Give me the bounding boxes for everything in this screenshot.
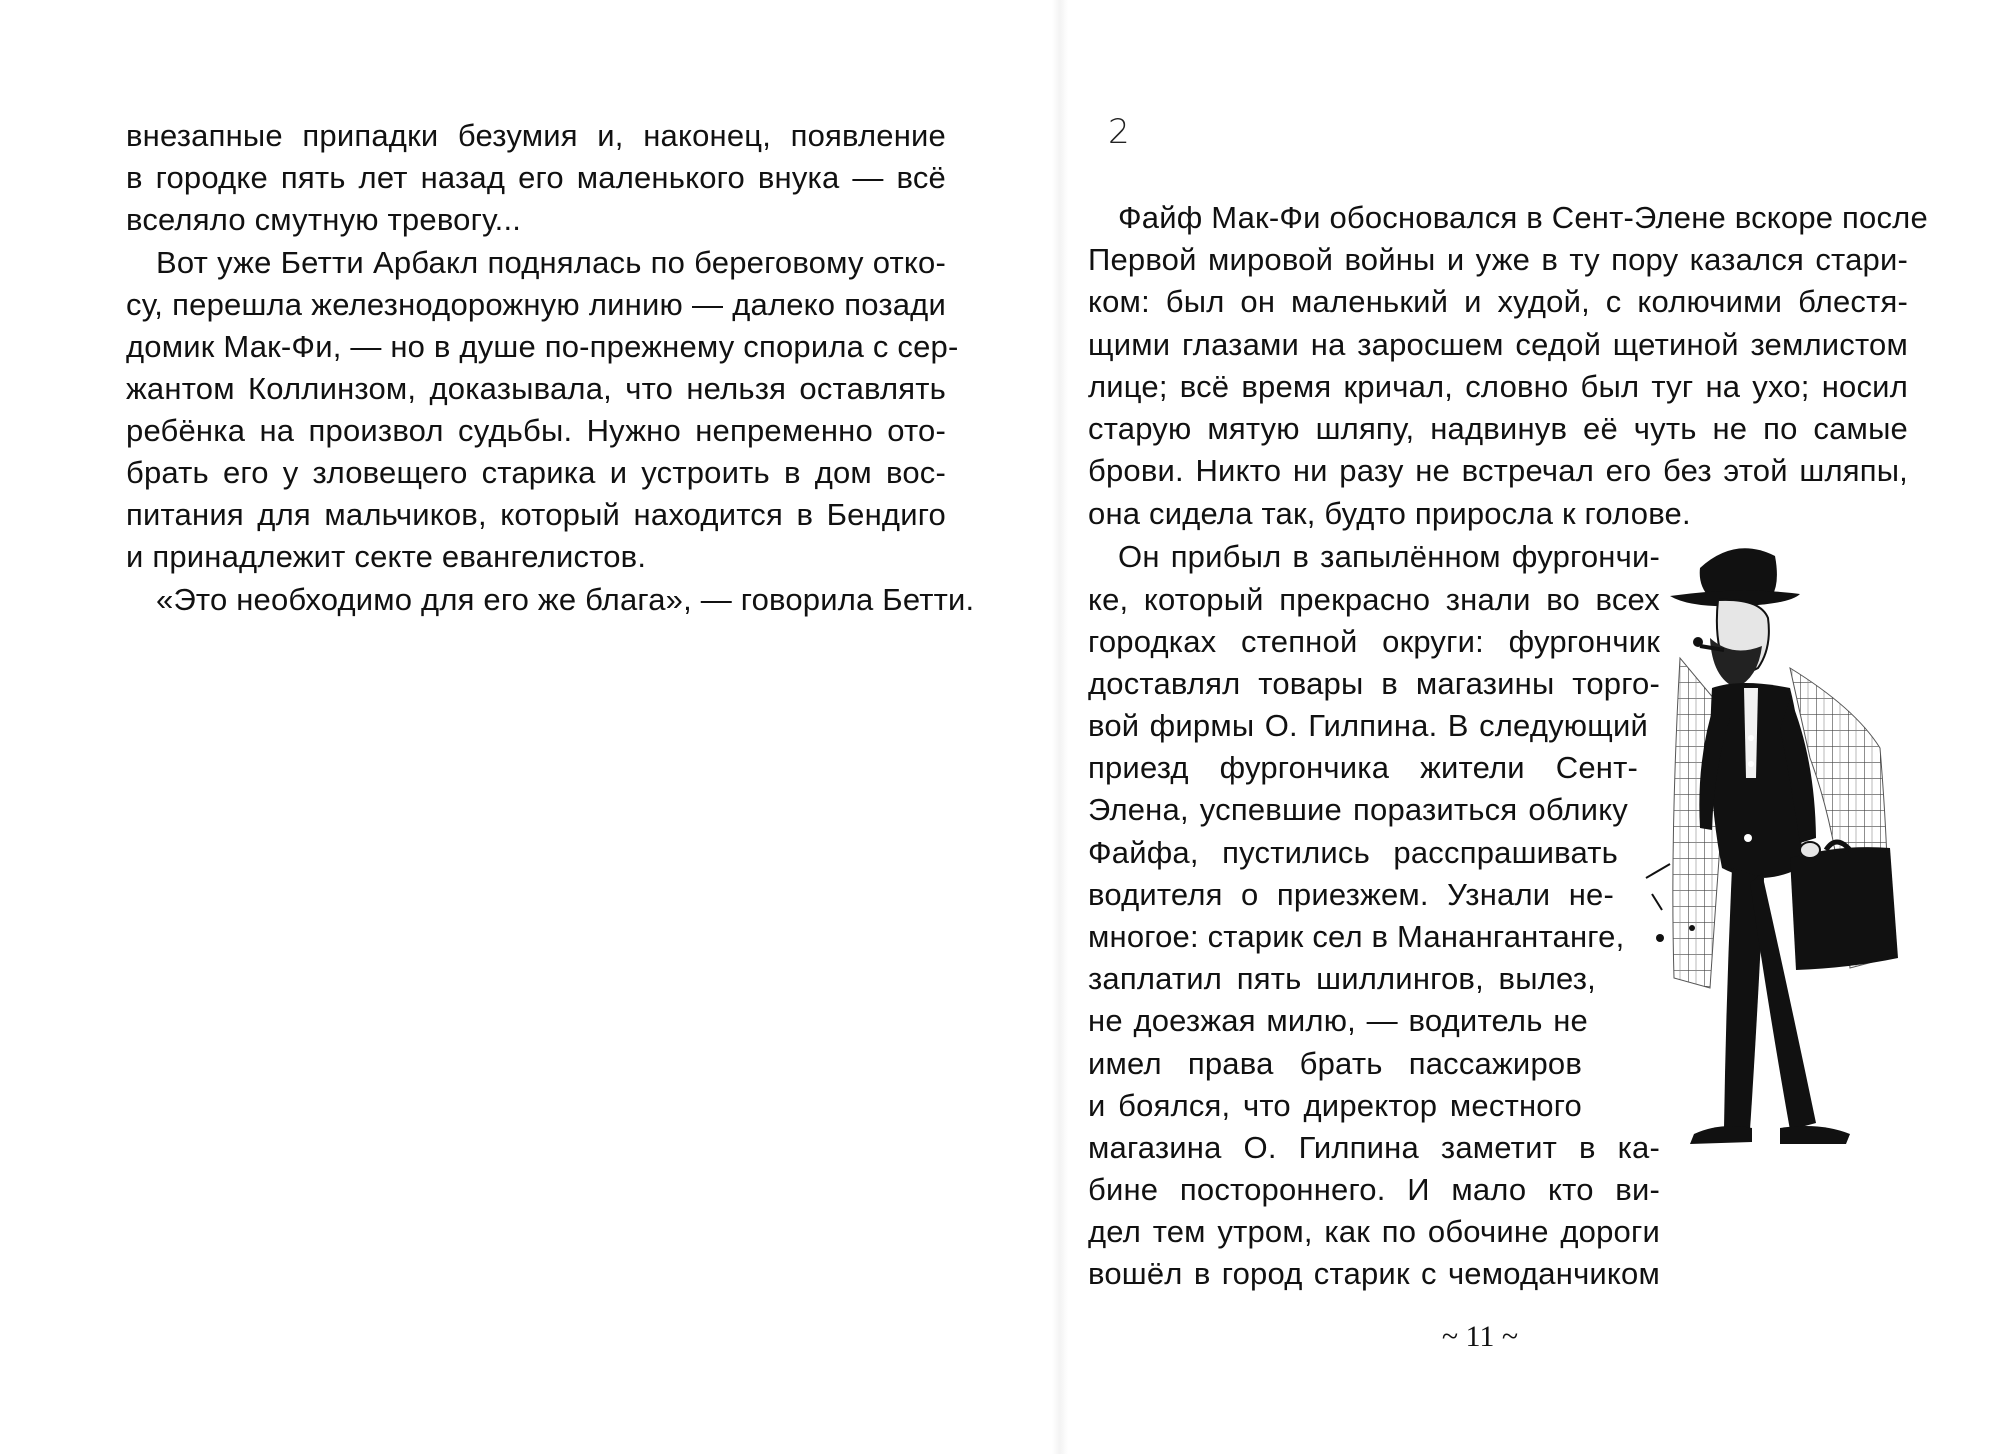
text-line: многое: старик сел в Манангантанге, xyxy=(1088,919,1625,954)
text-line: она сидела так, будто приросла к голове. xyxy=(1088,496,1691,531)
paragraph-start-line: «Это необходимо для его же блага», — говорила Бетти. xyxy=(156,582,975,617)
text-line: Файфа, пустились расспрашивать xyxy=(1088,835,1618,870)
chapter-number: 2 xyxy=(1108,112,1130,152)
text-line: брови. Никто ни разу не встречал его без этой шляпы, xyxy=(1088,453,1908,488)
text-line: имел права брать пассажиров xyxy=(1088,1046,1582,1081)
text-line: жантом Коллинзом, доказывала, что нельзя оставлять xyxy=(126,371,946,406)
text-line: вселяло смутную тревогу... xyxy=(126,202,522,237)
old-man-illustration xyxy=(1640,538,1910,1198)
text-line: су, перешла железнодорожную линию — далеко позади xyxy=(126,287,946,322)
text-line: ребёнка на произвол судьбы. Нужно непременно ото- xyxy=(126,413,946,448)
paragraph-start-line: Он прибыл в запылённом фургончи- xyxy=(1118,539,1660,574)
paragraph-start-line: Вот уже Бетти Арбакл поднялась по береговому отко- xyxy=(156,245,946,280)
page-gutter xyxy=(1052,0,1068,1454)
text-line: городках степной округи: фургончик xyxy=(1088,624,1660,659)
text-line: внезапные припадки безумия и, наконец, появление xyxy=(126,118,946,153)
text-line: дел тем утром, как по обочине дороги xyxy=(1088,1214,1660,1249)
text-line: вой фирмы О. Гилпина. В следующий xyxy=(1088,708,1648,743)
text-line: домик Мак-Фи, — но в душе по-прежнему спорила с сер- xyxy=(126,329,959,364)
text-line: бине постороннего. И мало кто ви- xyxy=(1088,1172,1660,1207)
text-line: питания для мальчиков, который находится в Бендиго xyxy=(126,497,946,532)
text-line: магазина О. Гилпина заметит в ка- xyxy=(1088,1130,1660,1165)
text-line: лице; всё время кричал, словно был туг на ухо; носил xyxy=(1088,369,1908,404)
paragraph-start-line: Файф Мак-Фи обосновался в Сент-Элене вскоре после xyxy=(1118,200,1928,235)
text-line: водителя о приезжем. Узнали не- xyxy=(1088,877,1614,912)
text-line: старую мятую шляпу, надвинув её чуть не по самые xyxy=(1088,411,1908,446)
text-line: ком: был он маленький и худой, с колючими блестя- xyxy=(1088,284,1908,319)
page-number: ~ 11 ~ xyxy=(1441,1320,1519,1353)
text-line: и принадлежит секте евангелистов. xyxy=(126,539,647,574)
text-line: Первой мировой войны и уже в ту пору казался стари- xyxy=(1088,242,1908,277)
text-line: вошёл в город старик с чемоданчиком xyxy=(1088,1256,1660,1291)
text-line: не доезжая милю, — водитель не xyxy=(1088,1003,1588,1038)
text-line: и боялся, что директор местного xyxy=(1088,1088,1582,1123)
text-line: заплатил пять шиллингов, вылез, xyxy=(1088,961,1596,996)
text-line: доставлял товары в магазины торго- xyxy=(1088,666,1660,701)
text-line: Элена, успевшие поразиться облику xyxy=(1088,792,1628,827)
text-line: ке, который прекрасно знали во всех xyxy=(1088,582,1660,617)
text-line: приезд фургончика жители Сент- xyxy=(1088,750,1638,785)
text-line: щими глазами на заросшем седой щетиной землистом xyxy=(1088,327,1908,362)
text-line: в городке пять лет назад его маленького внука — всё xyxy=(126,160,946,195)
text-line: брать его у зловещего старика и устроить в дом вос- xyxy=(126,455,946,490)
